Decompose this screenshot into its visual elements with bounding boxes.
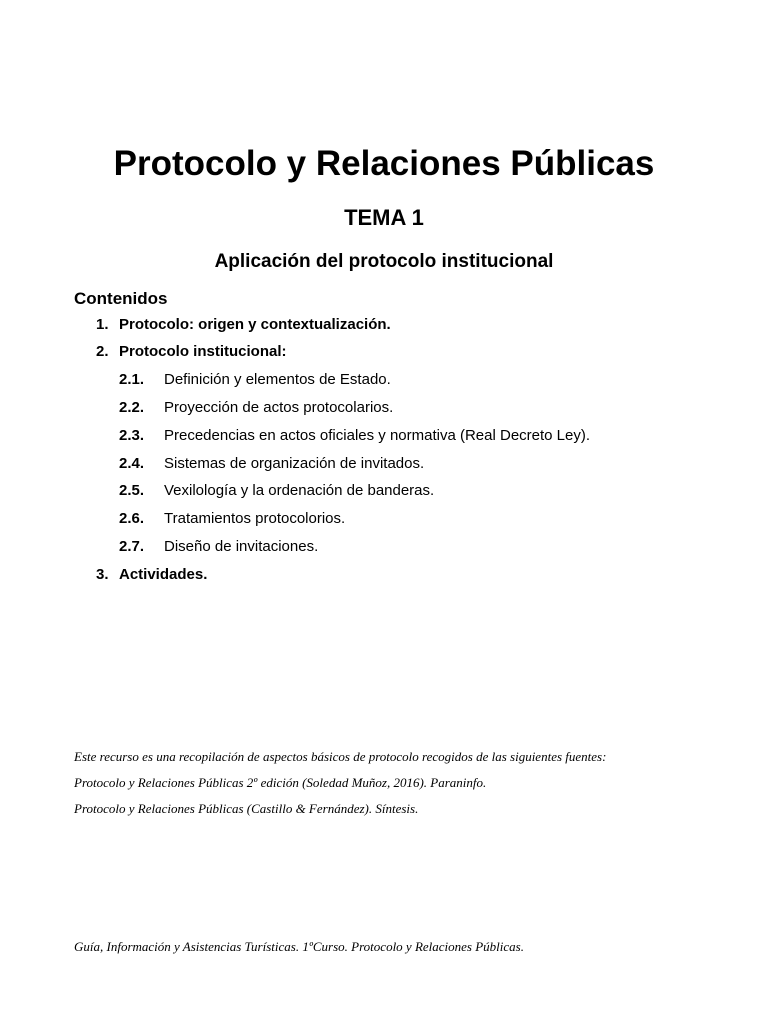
contents-subitem-text: Tratamientos protocolorios. [164,510,346,527]
contents-subitem-number: 2.6. [119,510,145,527]
contents-subitem-number: 2.7. [119,538,145,555]
contents-item-number: 1. [96,316,109,333]
contents-subitem-number: 2.1. [119,371,145,388]
contents-subitem-text: Vexilología y la ordenación de banderas. [164,482,435,499]
contents-item-text: Actividades. [119,566,208,583]
contents-subitem-number: 2.2. [119,399,145,416]
contents-subitem-number: 2.4. [119,455,145,472]
contents-subitem-text: Precedencias en actos oficiales y normativa (Real Decreto Ley). [164,427,591,444]
page-subtitle: Aplicación del protocolo institucional [214,251,554,272]
contents-subitem-text: Sistemas de organización de invitados. [164,455,425,472]
contents-item-number: 2. [96,343,109,360]
source-reference: Protocolo y Relaciones Públicas (Castillo & Fernández). Síntesis. [74,801,419,816]
contents-subitem-number: 2.3. [119,427,145,444]
tema-heading: TEMA 1 [344,205,424,230]
contents-item-text: Protocolo institucional: [119,343,287,360]
source-reference: Protocolo y Relaciones Públicas 2º edición (Soledad Muñoz, 2016). Paraninfo. [74,775,487,790]
contents-subitem-number: 2.5. [119,482,145,499]
contents-heading: Contenidos [74,289,168,308]
contents-item-text: Protocolo: origen y contextualización. [119,316,391,333]
contents-subitem-text: Diseño de invitaciones. [164,538,319,555]
contents-item-number: 3. [96,566,109,583]
contents-subitem-text: Proyección de actos protocolarios. [164,399,394,416]
page-title: Protocolo y Relaciones Públicas [113,144,655,183]
sources-intro: Este recurso es una recopilación de aspectos básicos de protocolo recogidos de las siguientes fuentes: [74,749,607,764]
page-footer: Guía, Información y Asistencias Turísticas. 1ºCurso. Protocolo y Relaciones Públicas. [74,939,524,954]
contents-subitem-text: Definición y elementos de Estado. [164,371,391,388]
